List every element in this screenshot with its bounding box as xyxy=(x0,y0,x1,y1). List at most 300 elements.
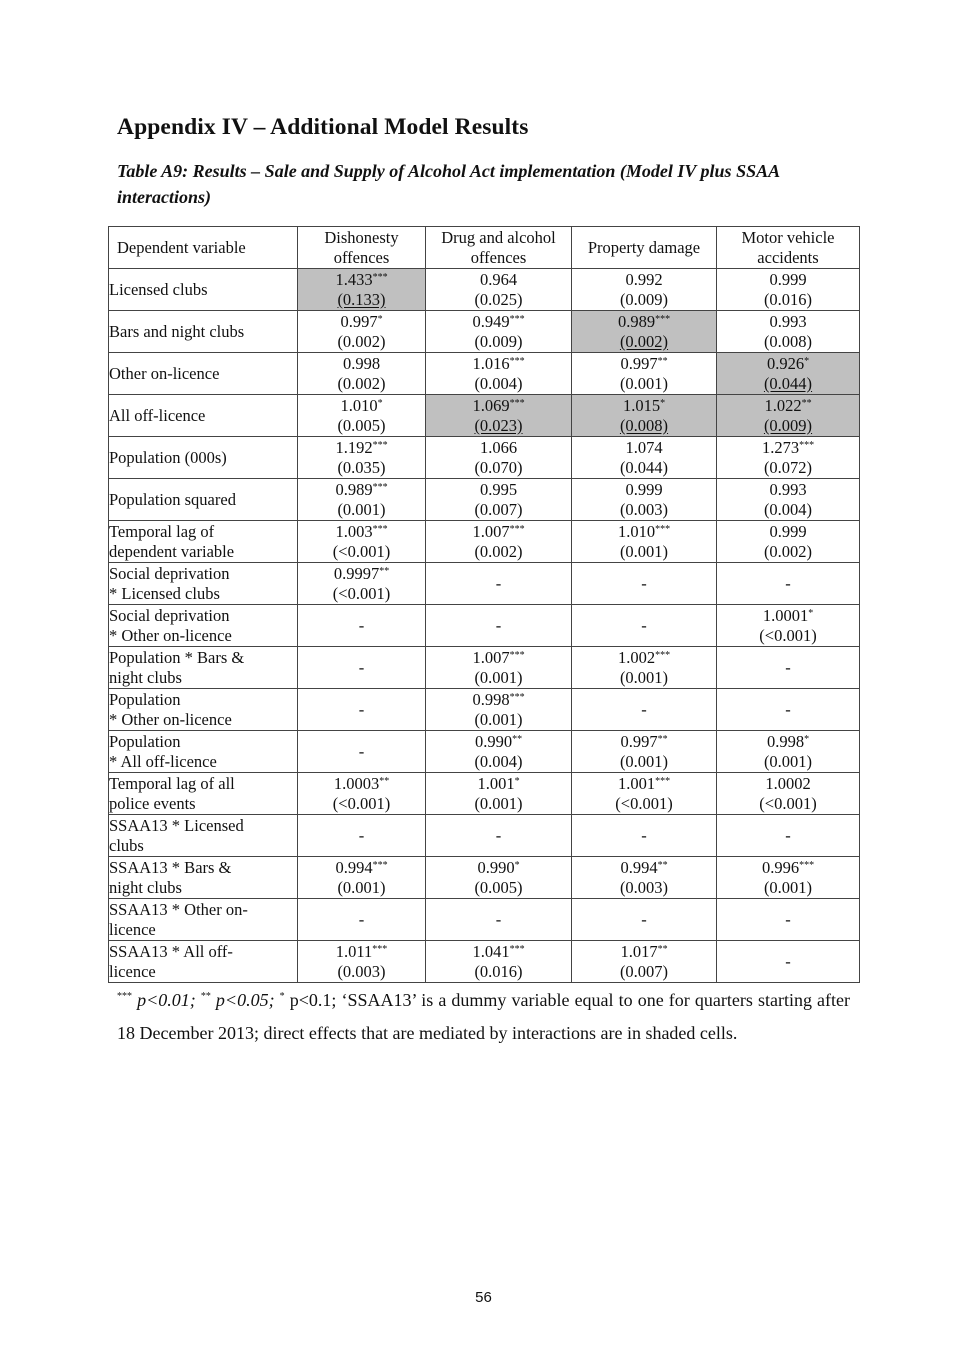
significance-stars: *** xyxy=(509,397,525,409)
empty-dash: - xyxy=(358,615,365,635)
coefficient-line xyxy=(426,438,571,458)
standard-error: (0.003) xyxy=(337,961,386,981)
significance-stars: *** xyxy=(655,523,671,535)
coefficient-line xyxy=(572,438,716,458)
result-cell xyxy=(572,353,717,395)
significance-stars: * xyxy=(279,991,285,1002)
table-body xyxy=(109,269,860,983)
standard-error: (0.003) xyxy=(619,877,669,897)
header-line: Dishonesty xyxy=(324,227,399,247)
significance-stars: * xyxy=(377,397,383,409)
coefficient-value: 0.999 xyxy=(769,521,807,541)
significance-stars: ** xyxy=(657,859,668,871)
header-column xyxy=(717,227,860,269)
significance-stars: * xyxy=(660,397,666,409)
significance-stars: ** xyxy=(657,355,668,367)
result-cell xyxy=(298,857,426,899)
results-table xyxy=(108,226,860,983)
row-label xyxy=(109,563,298,605)
row-label-line: Temporal lag of all xyxy=(109,773,235,793)
coefficient-value: 1.003 xyxy=(335,521,373,541)
result-cell xyxy=(426,899,572,941)
coefficient-value: 0.998 xyxy=(472,689,510,709)
result-cell xyxy=(298,395,426,437)
result-cell xyxy=(572,605,717,647)
coefficient-value: 0.998 xyxy=(766,731,805,751)
row-label-line: Other on-licence xyxy=(109,363,220,383)
standard-error: (0.001) xyxy=(763,751,813,771)
row-label xyxy=(109,815,298,857)
standard-error: (<0.001) xyxy=(759,793,817,813)
coefficient-value: 0.994 xyxy=(335,857,373,877)
result-cell xyxy=(426,521,572,563)
coefficient-line xyxy=(298,270,425,290)
coefficient-line xyxy=(572,648,716,668)
significance-stars: * xyxy=(377,313,383,325)
significance-stars: * xyxy=(514,775,520,787)
standard-error: (0.009) xyxy=(763,415,813,435)
coefficient-value: 1.007 xyxy=(472,521,510,541)
row-label-line: Population xyxy=(109,689,181,709)
result-cell xyxy=(426,731,572,773)
row-label-line: Population (000s) xyxy=(109,447,227,467)
result-cell xyxy=(426,773,572,815)
header-dependent-variable: Dependent variable xyxy=(109,227,298,269)
significance-stars: *** xyxy=(117,991,132,1002)
coefficient-value: 1.433 xyxy=(335,269,373,289)
coefficient-line xyxy=(298,312,425,332)
row-label-line: Population xyxy=(109,731,181,751)
result-cell xyxy=(426,269,572,311)
standard-error: (0.001) xyxy=(337,499,386,519)
standard-error: (0.001) xyxy=(619,373,669,393)
result-cell xyxy=(717,857,860,899)
empty-dash: - xyxy=(785,825,791,845)
coefficient-line xyxy=(298,942,425,962)
row-label xyxy=(109,521,298,563)
standard-error: (0.016) xyxy=(474,961,523,981)
row-label-line: SSAA13 * Bars & xyxy=(109,857,232,877)
result-cell xyxy=(298,647,426,689)
empty-dash: - xyxy=(495,909,502,929)
row-label-line: * Licensed clubs xyxy=(109,583,220,603)
row-label-line: All off-licence xyxy=(109,405,206,425)
coefficient-line xyxy=(572,732,716,752)
row-label-line: Population * Bars & xyxy=(109,647,245,667)
coefficient-value: 0.992 xyxy=(625,269,663,289)
empty-dash: - xyxy=(641,573,647,593)
result-cell xyxy=(572,941,717,983)
empty-dash: - xyxy=(358,741,365,761)
result-cell xyxy=(298,563,426,605)
result-cell xyxy=(426,689,572,731)
note-text: p<0.1; ‘SSAA13’ is a dummy variable equal to one for quarters starting after 18 December 2013; direct effects that are mediated by interactions are in shaded cells. xyxy=(117,990,851,1043)
coefficient-line xyxy=(717,606,859,626)
result-cell xyxy=(426,563,572,605)
coefficient-line xyxy=(717,480,859,500)
coefficient-line xyxy=(426,774,571,794)
standard-error: (0.008) xyxy=(763,331,813,351)
significance-stars: *** xyxy=(799,859,815,871)
coefficient-line xyxy=(717,270,859,290)
result-cell xyxy=(717,479,860,521)
significance-stars: ** xyxy=(657,943,668,955)
table-row xyxy=(109,437,860,479)
shaded-result-cell xyxy=(717,395,860,437)
row-label xyxy=(109,689,298,731)
coefficient-line xyxy=(572,396,716,416)
empty-dash: - xyxy=(358,699,365,719)
coefficient-line xyxy=(717,522,859,542)
significance-stars: *** xyxy=(372,523,388,535)
row-label-line: Licensed clubs xyxy=(109,279,208,299)
standard-error: (0.001) xyxy=(474,709,523,729)
coefficient-line xyxy=(298,438,425,458)
coefficient-value: 0.9997 xyxy=(333,563,380,583)
coefficient-line xyxy=(426,942,571,962)
coefficient-value: 0.996 xyxy=(761,857,800,877)
coefficient-line xyxy=(298,564,425,584)
coefficient-value: 1.0003 xyxy=(333,773,380,793)
coefficient-value: 1.074 xyxy=(625,437,663,457)
standard-error: (0.005) xyxy=(474,877,523,897)
result-cell xyxy=(717,731,860,773)
standard-error: (0.002) xyxy=(337,331,386,351)
coefficient-value: 0.999 xyxy=(769,269,807,289)
coefficient-line xyxy=(426,732,571,752)
coefficient-value: 0.989 xyxy=(617,311,656,331)
coefficient-value: 0.998 xyxy=(342,353,381,373)
shaded-result-cell xyxy=(717,353,860,395)
coefficient-line xyxy=(298,396,425,416)
result-cell xyxy=(426,605,572,647)
coefficient-value: 0.964 xyxy=(479,269,518,289)
coefficient-line xyxy=(572,858,716,878)
table-caption: Table A9: Results – Sale and Supply of Alcohol Act implementation (Model IV plus SSAA interactions) xyxy=(117,161,780,207)
coefficient-line xyxy=(717,438,859,458)
result-cell xyxy=(717,521,860,563)
coefficient-value: 1.002 xyxy=(617,647,656,667)
significance-stars: *** xyxy=(655,775,671,787)
coefficient-line xyxy=(426,396,571,416)
standard-error: (0.002) xyxy=(619,331,669,351)
row-label xyxy=(109,395,298,437)
result-cell xyxy=(426,647,572,689)
result-cell xyxy=(717,605,860,647)
significance-stars: ** xyxy=(801,397,812,409)
note-text: p<0.01; xyxy=(132,990,201,1010)
coefficient-line xyxy=(717,354,859,374)
standard-error: (0.002) xyxy=(337,373,386,393)
standard-error: (<0.001) xyxy=(332,583,391,603)
empty-dash: - xyxy=(495,825,502,845)
result-cell xyxy=(717,941,860,983)
standard-error: (0.001) xyxy=(337,877,386,897)
result-cell xyxy=(572,731,717,773)
significance-stars: * xyxy=(804,733,810,745)
row-label xyxy=(109,941,298,983)
result-cell xyxy=(572,269,717,311)
page-number: 56 xyxy=(475,1289,492,1306)
coefficient-line xyxy=(298,858,425,878)
table-row xyxy=(109,647,860,689)
table-row xyxy=(109,731,860,773)
standard-error: (0.035) xyxy=(337,457,386,477)
significance-stars: *** xyxy=(372,481,388,493)
table-header-row xyxy=(109,227,860,269)
table-row xyxy=(109,773,860,815)
standard-error: (0.016) xyxy=(763,289,813,309)
header-column xyxy=(426,227,572,269)
result-cell xyxy=(717,311,860,353)
row-label-line: SSAA13 * Licensed xyxy=(109,815,244,835)
table-row xyxy=(109,563,860,605)
significance-stars: * xyxy=(514,859,520,871)
coefficient-value: 0.990 xyxy=(474,731,513,751)
standard-error: (0.009) xyxy=(474,331,523,351)
header-line: Motor vehicle xyxy=(741,227,835,247)
row-label-line: police events xyxy=(109,793,196,813)
result-cell xyxy=(572,647,717,689)
significance-stars: *** xyxy=(372,439,388,451)
coefficient-value: 1.069 xyxy=(472,395,510,415)
row-label-line: SSAA13 * All off- xyxy=(109,941,233,961)
result-cell xyxy=(717,899,860,941)
coefficient-line xyxy=(426,354,571,374)
coefficient-value: 0.926 xyxy=(766,353,805,373)
result-cell xyxy=(298,311,426,353)
result-cell xyxy=(572,815,717,857)
result-cell xyxy=(572,437,717,479)
header-line: Property damage xyxy=(587,237,701,257)
result-cell xyxy=(426,353,572,395)
standard-error: (0.001) xyxy=(619,751,669,771)
appendix-heading: Appendix IV – Additional Model Results xyxy=(117,114,529,140)
result-cell xyxy=(298,437,426,479)
header-line: offences xyxy=(470,247,527,267)
empty-dash: - xyxy=(358,909,365,929)
coefficient-line xyxy=(717,312,859,332)
significance-stars: *** xyxy=(372,271,388,283)
standard-error: (<0.001) xyxy=(332,793,391,813)
standard-error: (0.025) xyxy=(474,289,523,309)
significance-stars: *** xyxy=(509,649,525,661)
standard-error: (0.070) xyxy=(474,457,523,477)
table-row xyxy=(109,689,860,731)
coefficient-line xyxy=(426,522,571,542)
result-cell xyxy=(426,857,572,899)
coefficient-line xyxy=(717,858,859,878)
standard-error: (0.007) xyxy=(619,961,669,981)
standard-error: (0.023) xyxy=(474,415,523,435)
row-label-line: * Other on-licence xyxy=(109,625,232,645)
coefficient-value: 0.995 xyxy=(479,479,518,499)
coefficient-line xyxy=(426,312,571,332)
coefficient-line xyxy=(426,648,571,668)
row-label xyxy=(109,773,298,815)
result-cell xyxy=(572,479,717,521)
standard-error: (0.003) xyxy=(619,499,669,519)
standard-error: (<0.001) xyxy=(615,793,673,813)
coefficient-value: 1.066 xyxy=(479,437,518,457)
standard-error: (0.001) xyxy=(619,541,669,561)
table-row xyxy=(109,857,860,899)
result-cell xyxy=(298,899,426,941)
coefficient-line xyxy=(717,396,859,416)
standard-error: (0.072) xyxy=(763,457,813,477)
significance-stars: *** xyxy=(799,439,815,451)
significance-stars: *** xyxy=(655,313,671,325)
row-label xyxy=(109,353,298,395)
row-label xyxy=(109,731,298,773)
row-label xyxy=(109,437,298,479)
significance-stars: *** xyxy=(509,355,525,367)
standard-error: (<0.001) xyxy=(332,541,391,561)
empty-dash: - xyxy=(785,699,791,719)
row-label-line: Social deprivation xyxy=(109,605,230,625)
row-label-line: Social deprivation xyxy=(109,563,230,583)
significance-stars: ** xyxy=(379,775,390,787)
standard-error: (<0.001) xyxy=(759,625,817,645)
empty-dash: - xyxy=(785,909,791,929)
significance-stars: *** xyxy=(509,943,525,955)
coefficient-line xyxy=(572,942,716,962)
coefficient-value: 1.017 xyxy=(620,941,658,961)
coefficient-value: 1.007 xyxy=(472,647,510,667)
empty-dash: - xyxy=(641,699,647,719)
table-row xyxy=(109,899,860,941)
standard-error: (0.001) xyxy=(763,877,813,897)
coefficient-line xyxy=(426,480,571,500)
table-row xyxy=(109,395,860,437)
table-row xyxy=(109,605,860,647)
row-label-line: * All off-licence xyxy=(109,751,217,771)
result-cell xyxy=(426,311,572,353)
result-cell xyxy=(426,479,572,521)
note-text: p<0.05; xyxy=(210,990,280,1010)
table-row xyxy=(109,353,860,395)
coefficient-value: 1.015 xyxy=(622,395,661,415)
row-label xyxy=(109,647,298,689)
coefficient-value: 0.997 xyxy=(340,311,378,331)
standard-error: (0.009) xyxy=(619,289,669,309)
empty-dash: - xyxy=(495,615,502,635)
table-row xyxy=(109,311,860,353)
header-column xyxy=(298,227,426,269)
significance-stars: * xyxy=(804,355,810,367)
row-label-line: night clubs xyxy=(109,667,182,687)
result-cell xyxy=(426,941,572,983)
coefficient-value: 1.273 xyxy=(761,437,800,457)
header-line: Drug and alcohol xyxy=(441,227,556,247)
significance-stars: *** xyxy=(509,523,525,535)
significance-stars: ** xyxy=(512,733,523,745)
empty-dash: - xyxy=(358,657,365,677)
result-cell xyxy=(426,815,572,857)
result-cell xyxy=(298,773,426,815)
standard-error: (0.004) xyxy=(474,373,523,393)
result-cell xyxy=(298,521,426,563)
empty-dash: - xyxy=(641,615,647,635)
header-line: accidents xyxy=(757,247,819,267)
header-column xyxy=(572,227,717,269)
empty-dash: - xyxy=(785,657,791,677)
coefficient-line xyxy=(426,858,571,878)
significance-stars: *** xyxy=(655,649,671,661)
header-line: offences xyxy=(333,247,390,267)
empty-dash: - xyxy=(641,825,647,845)
significance-stars: *** xyxy=(509,691,525,703)
coefficient-line xyxy=(572,354,716,374)
standard-error: (0.001) xyxy=(619,667,669,687)
row-label-line: * Other on-licence xyxy=(109,709,232,729)
significance-stars: ** xyxy=(657,733,668,745)
row-label-line: SSAA13 * Other on- xyxy=(109,899,248,919)
row-label-line: Population squared xyxy=(109,489,236,509)
result-cell xyxy=(298,605,426,647)
empty-dash: - xyxy=(785,951,791,971)
result-cell xyxy=(298,353,426,395)
coefficient-value: 1.0001 xyxy=(762,605,809,625)
coefficient-line xyxy=(717,732,859,752)
coefficient-line xyxy=(426,690,571,710)
table-row xyxy=(109,941,860,983)
empty-dash: - xyxy=(495,573,502,593)
coefficient-line xyxy=(298,480,425,500)
standard-error: (0.007) xyxy=(474,499,523,519)
coefficient-value: 0.989 xyxy=(335,479,373,499)
table-row xyxy=(109,815,860,857)
result-cell xyxy=(572,521,717,563)
empty-dash: - xyxy=(785,573,791,593)
row-label xyxy=(109,899,298,941)
coefficient-value: 1.011 xyxy=(335,941,373,961)
result-cell xyxy=(298,479,426,521)
table-row xyxy=(109,521,860,563)
coefficient-value: 1.022 xyxy=(764,395,802,415)
significance-stars: ** xyxy=(200,991,211,1002)
significance-stars: * xyxy=(808,607,814,619)
shaded-result-cell xyxy=(572,311,717,353)
empty-dash: - xyxy=(358,825,365,845)
coefficient-value: 1.001 xyxy=(617,773,656,793)
result-cell xyxy=(572,563,717,605)
result-cell xyxy=(717,773,860,815)
coefficient-line xyxy=(298,354,425,374)
result-cell xyxy=(572,857,717,899)
shaded-result-cell xyxy=(298,269,426,311)
coefficient-value: 1.0002 xyxy=(765,773,811,793)
result-cell xyxy=(717,647,860,689)
result-cell xyxy=(298,689,426,731)
row-label xyxy=(109,605,298,647)
row-label-line: Bars and night clubs xyxy=(109,321,245,341)
coefficient-value: 0.997 xyxy=(620,731,658,751)
coefficient-value: 1.041 xyxy=(472,941,510,961)
row-label-line: licence xyxy=(109,919,156,939)
coefficient-value: 0.994 xyxy=(620,857,658,877)
standard-error: (0.002) xyxy=(763,541,813,561)
coefficient-value: 1.001 xyxy=(477,773,515,793)
coefficient-value: 0.949 xyxy=(472,311,510,331)
significance-stars: ** xyxy=(379,565,390,577)
coefficient-value: 0.990 xyxy=(477,857,515,877)
coefficient-value: 0.999 xyxy=(625,479,663,499)
coefficient-value: 1.192 xyxy=(335,437,373,457)
result-cell xyxy=(572,689,717,731)
result-cell xyxy=(717,437,860,479)
standard-error: (0.005) xyxy=(337,415,386,435)
